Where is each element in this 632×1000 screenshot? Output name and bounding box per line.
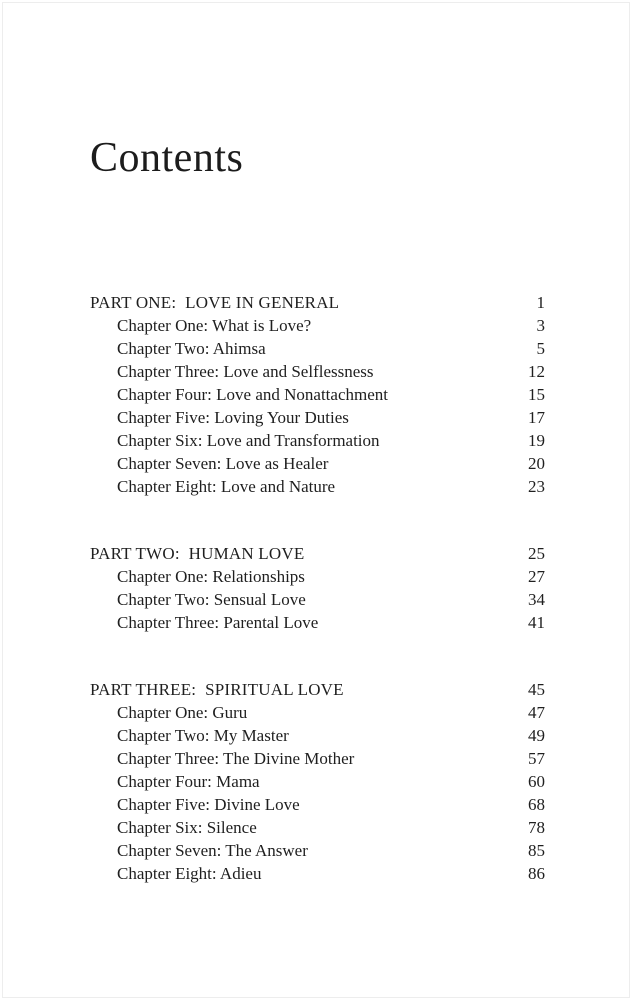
toc-page-number: 34 bbox=[528, 590, 545, 609]
toc-page-number: 41 bbox=[528, 613, 545, 632]
toc-chapter-row bbox=[90, 314, 545, 337]
toc-chapter-row bbox=[90, 701, 545, 724]
toc-chapter-row bbox=[90, 793, 545, 816]
toc-chapter-row bbox=[90, 429, 545, 452]
toc-chapter-label: Chapter Eight: Love and Nature bbox=[117, 477, 336, 496]
toc-chapter-label: Chapter Two: My Master bbox=[117, 726, 289, 745]
toc-section-part-three bbox=[90, 678, 545, 885]
toc-chapter-row bbox=[90, 611, 545, 634]
toc-part-row bbox=[90, 678, 545, 701]
toc-section-part-one bbox=[90, 291, 545, 498]
toc-chapter-label: Chapter One: Guru bbox=[117, 703, 248, 722]
toc-chapter-row bbox=[90, 862, 545, 885]
toc-page-number: 3 bbox=[536, 316, 545, 335]
toc-page-number: 78 bbox=[528, 818, 545, 837]
toc-part-row bbox=[90, 542, 545, 565]
toc-part-row bbox=[90, 291, 545, 314]
toc-page-number: 15 bbox=[528, 385, 545, 404]
toc-page-number: 60 bbox=[528, 772, 545, 791]
toc-page-number: 45 bbox=[528, 680, 545, 699]
toc-page-number: 86 bbox=[528, 864, 545, 883]
page-title: Contents bbox=[90, 135, 244, 181]
toc-chapter-row bbox=[90, 360, 545, 383]
toc-chapter-row bbox=[90, 816, 545, 839]
toc-section-part-two bbox=[90, 542, 545, 634]
toc-chapter-row bbox=[90, 770, 545, 793]
toc-page-number: 12 bbox=[528, 362, 545, 381]
toc-page-number: 85 bbox=[528, 841, 545, 860]
table-of-contents bbox=[90, 291, 545, 885]
toc-chapter-row bbox=[90, 475, 545, 498]
toc-chapter-row bbox=[90, 588, 545, 611]
toc-page-number: 19 bbox=[528, 431, 545, 450]
toc-chapter-label: Chapter Five: Divine Love bbox=[117, 795, 300, 814]
toc-part-label: PART THREE: SPIRITUAL LOVE bbox=[90, 680, 344, 699]
toc-chapter-row bbox=[90, 383, 545, 406]
toc-page-number: 5 bbox=[536, 339, 545, 358]
toc-page-number: 17 bbox=[528, 408, 545, 427]
toc-chapter-label: Chapter Five: Loving Your Duties bbox=[117, 408, 349, 427]
toc-chapter-label: Chapter Three: Love and Selflessness bbox=[117, 362, 374, 381]
toc-chapter-row bbox=[90, 839, 545, 862]
toc-part-label: PART TWO: HUMAN LOVE bbox=[90, 544, 305, 563]
toc-chapter-label: Chapter Two: Sensual Love bbox=[117, 590, 306, 609]
toc-chapter-label: Chapter Four: Mama bbox=[117, 772, 260, 791]
toc-page-number: 27 bbox=[528, 567, 545, 586]
toc-chapter-label: Chapter One: Relationships bbox=[117, 567, 305, 586]
toc-page-number: 49 bbox=[528, 726, 545, 745]
toc-chapter-label: Chapter Three: Parental Love bbox=[117, 613, 319, 632]
toc-chapter-row bbox=[90, 406, 545, 429]
toc-page-number: 1 bbox=[536, 293, 545, 312]
toc-page-number: 57 bbox=[528, 749, 545, 768]
toc-chapter-label: Chapter Eight: Adieu bbox=[117, 864, 262, 883]
toc-page-number: 20 bbox=[528, 454, 545, 473]
toc-chapter-label: Chapter Three: The Divine Mother bbox=[117, 749, 355, 768]
toc-page-number: 68 bbox=[528, 795, 545, 814]
toc-chapter-label: Chapter Seven: Love as Healer bbox=[117, 454, 329, 473]
toc-chapter-row bbox=[90, 337, 545, 360]
toc-page-number: 23 bbox=[528, 477, 545, 496]
toc-chapter-label: Chapter One: What is Love? bbox=[117, 316, 312, 335]
toc-chapter-row bbox=[90, 565, 545, 588]
toc-chapter-row bbox=[90, 724, 545, 747]
toc-page-number: 47 bbox=[528, 703, 545, 722]
toc-part-label: PART ONE: LOVE IN GENERAL bbox=[90, 293, 340, 312]
toc-chapter-label: Chapter Seven: The Answer bbox=[117, 841, 308, 860]
toc-chapter-row bbox=[90, 747, 545, 770]
toc-chapter-row bbox=[90, 452, 545, 475]
toc-chapter-label: Chapter Four: Love and Nonattachment bbox=[117, 385, 388, 404]
toc-page-number: 25 bbox=[528, 544, 545, 563]
toc-chapter-label: Chapter Six: Silence bbox=[117, 818, 257, 837]
toc-chapter-label: Chapter Two: Ahimsa bbox=[117, 339, 266, 358]
toc-chapter-label: Chapter Six: Love and Transformation bbox=[117, 431, 380, 450]
